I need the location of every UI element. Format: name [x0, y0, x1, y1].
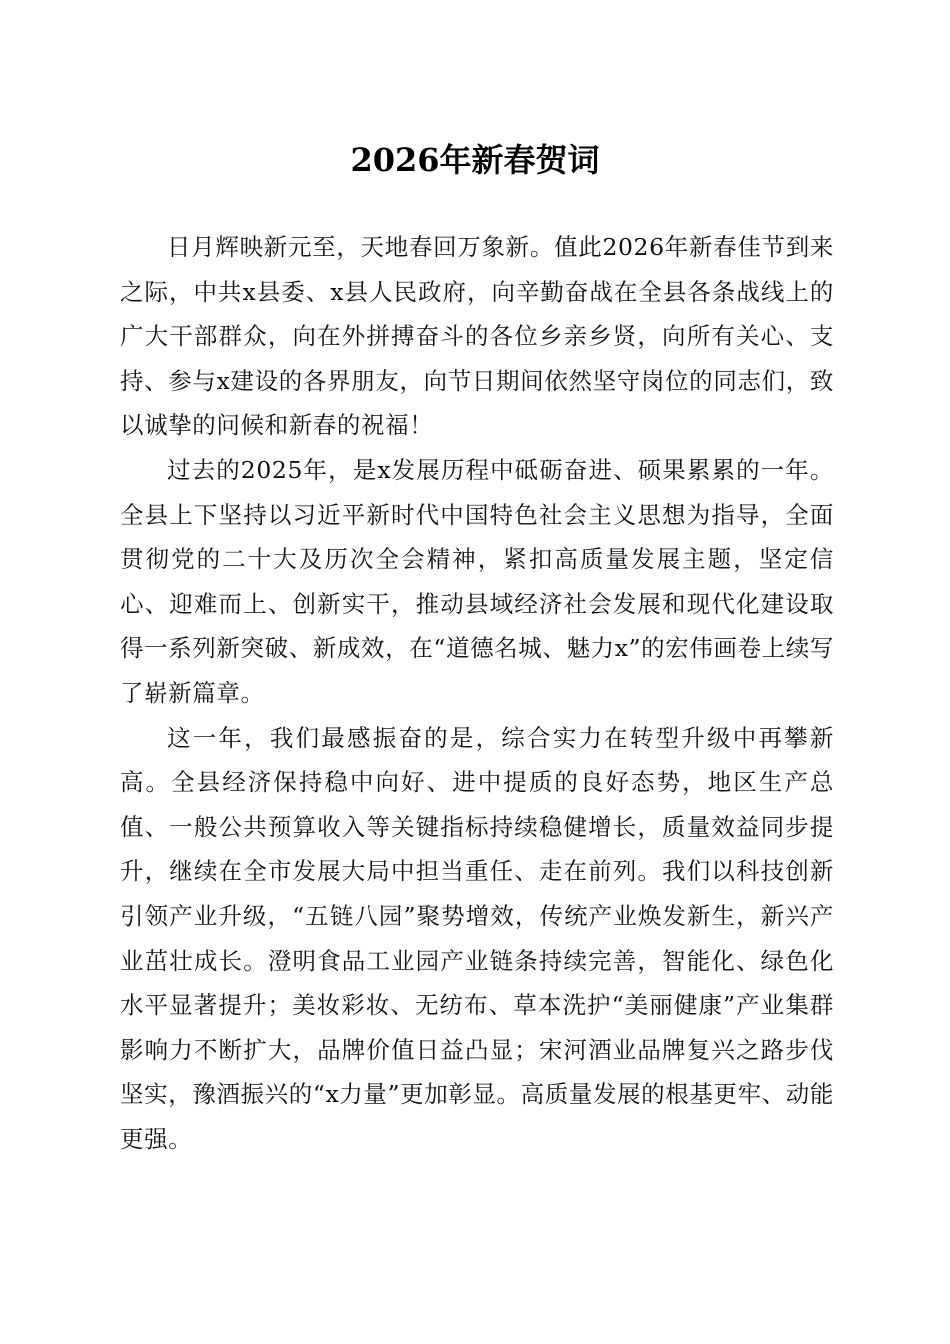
document-body: [120, 225, 834, 1161]
document-title: 2026年新春贺词: [350, 141, 600, 179]
paragraph-economic-strength: 这一年，我们最感振奋的是，综合实力在转型升级中再攀新高。全县经济保持稳中向好、进中提质的良好态势，地区生产总值、一般公共预算收入等关键指标持续稳健增长，质量效益同步提升，继续在全市发展大局中担当重任、走在前列。我们以科技创新引领产业升级，“五链八园”聚势增效，传统产业焕发新生，新兴产业茁壮成长。澄明食品工业园产业链条持续完善，智能化、绿色化水平显著提升；美妆彩妆、无纺布、草本洗护“美丽健康”产业集群影响力不断扩大，品牌价值日益凸显；宋河酒业品牌复兴之路步伐坚实，豫酒振兴的“x力量”更加彰显。高质量发展的根基更牢、动能更强。: [120, 723, 834, 1153]
paragraph-review-2025: 过去的2025年，是x发展历程中砥砺奋进、硕果累累的一年。全县上下坚持以习近平新时代中国特色社会主义思想为指导，全面贯彻党的二十大及历次全会精神，紧扣高质量发展主题，坚定信心、迎难而上、创新实干，推动县域经济社会发展和现代化建设取得一系列新突破、新成效，在“道德名城、魅力x”的宏伟画卷上续写了崭新篇章。: [120, 455, 834, 707]
paragraph-greeting: 日月辉映新元至，天地春回万象新。值此2026年新春佳节到来之际，中共x县委、x县人民政府，向辛勤奋战在全县各条战线上的广大干部群众，向在外拼搏奋斗的各位乡亲乡贤，向所有关心、支持、参与x建设的各界朋友，向节日期间依然坚守岗位的同志们，致以诚挚的问候和新春的祝福！: [120, 233, 834, 440]
